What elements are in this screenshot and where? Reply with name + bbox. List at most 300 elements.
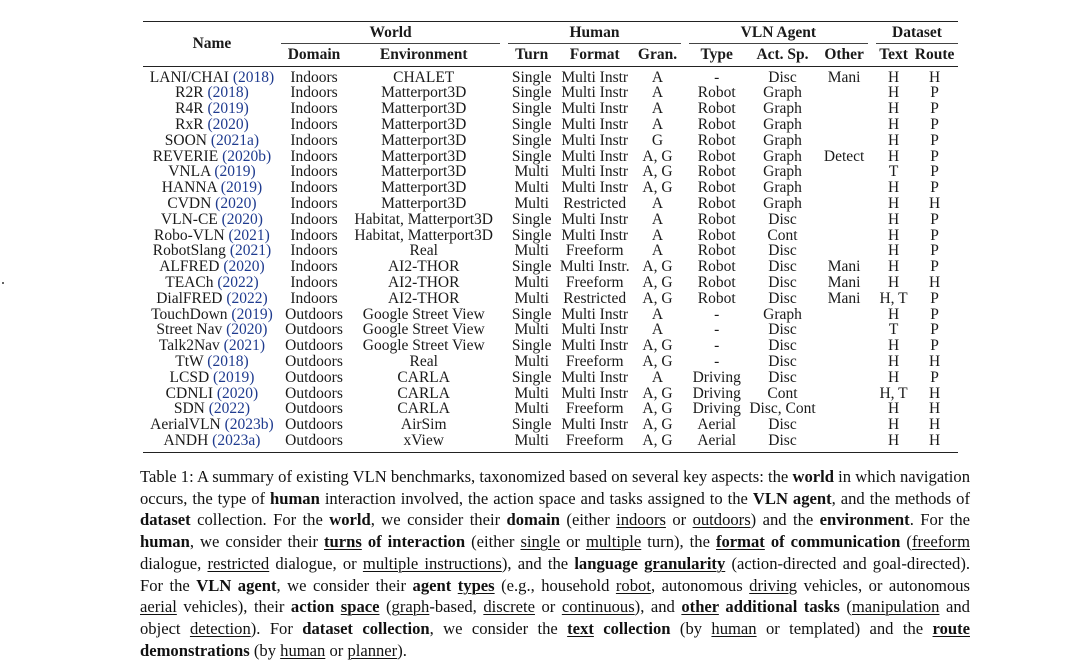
benchmark-name: ALFRED (159, 258, 220, 276)
benchmark-name: Street Nav (156, 321, 223, 339)
cell-domain: Indoors (290, 210, 338, 228)
cell-name (143, 401, 281, 417)
cell-gran: A, G (642, 337, 673, 355)
cell-environment: Matterport3D (381, 84, 467, 102)
cell-name (143, 228, 281, 244)
table-row (143, 307, 958, 323)
cell-turn: Multi (514, 273, 549, 291)
cell-text: H, T (879, 384, 908, 402)
cell-text: T (888, 321, 899, 339)
cell-other: Mani (827, 68, 861, 86)
table-row (143, 370, 958, 386)
col-type: Type (689, 43, 745, 66)
benchmark-name: TouchDown (151, 305, 228, 323)
table-row (143, 101, 958, 117)
cell-format: Restricted (563, 194, 627, 212)
cell-route: H (928, 68, 941, 86)
cell-text: H (887, 352, 900, 370)
benchmark-table (143, 21, 958, 453)
cell-name (143, 117, 281, 133)
benchmark-name: Talk2Nav (158, 337, 220, 355)
cell-turn: Multi (514, 194, 549, 212)
cell-act-sp: Graph (763, 179, 802, 197)
cell-other (820, 386, 868, 402)
citation-link[interactable]: (2022) (217, 273, 259, 291)
cell-name (143, 243, 281, 259)
cell-domain: Indoors (290, 131, 338, 149)
cell-gran: A, G (642, 179, 673, 197)
benchmark-name: LANI/CHAI (149, 68, 229, 86)
benchmark-name: TEACh (165, 273, 214, 291)
cell-gran: A, G (642, 273, 673, 291)
table-row (143, 149, 958, 165)
citation-link[interactable]: (2019) (231, 305, 273, 323)
cell-route: H (928, 194, 941, 212)
cell-domain: Outdoors (285, 416, 343, 434)
cell-environment: Real (409, 352, 438, 370)
cell-text: H (887, 337, 900, 355)
cell-other (820, 322, 868, 338)
cell-other (820, 370, 868, 386)
cell-type: Robot (697, 100, 736, 118)
cell-type: Robot (697, 131, 736, 149)
cell-type: Driving (692, 400, 741, 418)
citation-link[interactable]: (2023a) (212, 431, 261, 449)
table-row (143, 66, 958, 85)
cell-turn: Multi (514, 321, 549, 339)
cell-other (820, 228, 868, 244)
table-row (143, 354, 958, 370)
table-row (143, 433, 958, 452)
benchmark-name: Robo-VLN (154, 226, 225, 244)
citation-link[interactable]: (2021) (228, 226, 270, 244)
cell-type: Robot (697, 147, 736, 165)
table-row (143, 417, 958, 433)
cell-name (143, 417, 281, 433)
cell-name (143, 196, 281, 212)
col-gran: Gran. (634, 43, 680, 66)
caption-text: Table 1: A summary of existing VLN benchmarks, taxonomized based on several key aspects: the world in which navigation occurs, the type of human interaction involved, the action space and tasks assigned to the VLN agent, and the methods of dataset collection. For the world, we consider their domain (either indoors or outdoors) and the environment. For the human, we consider their turns of interaction (either single or multiple turn), the format of communication (freeform dialogue, restricted dialogue, or multiple instructions), and the language granularity (action-directed and goal-directed). For the VLN agent, we consider their agent types (e.g., household robot, autonomous driving vehicles, or autonomous aerial vehicles), their action space (graph-based, discrete or continuous), and other additional tasks (manipulation and object detection). For dataset collection, we consider the text collection (by human or templated) and the route demonstrations (by human or planner). (140, 467, 971, 660)
cell-gran: A (651, 210, 664, 228)
stray-mark (2, 282, 4, 284)
benchmark-name: SOON (164, 131, 207, 149)
cell-format: Restricted (563, 289, 627, 307)
cell-format: Multi Instr (561, 305, 629, 323)
cell-environment: AI2-THOR (387, 258, 460, 276)
col-text: Text (876, 43, 911, 66)
cell-domain: Indoors (290, 179, 338, 197)
cell-type: - (714, 321, 720, 339)
cell-format: Multi Instr (561, 337, 629, 355)
cell-act-sp: Disc (768, 368, 797, 386)
benchmark-name: ANDH (163, 431, 209, 449)
cell-environment: Matterport3D (381, 194, 467, 212)
cell-format: Multi Instr (561, 384, 629, 402)
cell-name (143, 101, 281, 117)
cell-other (820, 338, 868, 354)
cell-type: Robot (697, 242, 736, 260)
cell-gran: A, G (642, 400, 673, 418)
benchmark-name: VNLA (168, 163, 211, 181)
citation-link[interactable]: (2019) (207, 100, 249, 118)
cell-text: H (887, 68, 900, 86)
cell-type: Aerial (697, 416, 737, 434)
cell-turn: Multi (514, 384, 549, 402)
cell-other (820, 101, 868, 117)
cell-turn: Single (511, 131, 552, 149)
table-row (143, 196, 958, 212)
cell-domain: Indoors (290, 226, 338, 244)
cell-route: P (930, 242, 939, 260)
cell-text: T (888, 163, 899, 181)
col-format: Format (555, 43, 634, 66)
cell-other (820, 164, 868, 180)
cell-turn: Single (511, 147, 552, 165)
cell-text: H (887, 100, 900, 118)
citation-link[interactable]: (2018) (207, 352, 249, 370)
cell-environment: AI2-THOR (387, 289, 460, 307)
cell-route: P (930, 84, 939, 102)
cell-act-sp: Graph (763, 163, 802, 181)
citation-link[interactable]: (2020) (223, 258, 265, 276)
cell-name (143, 354, 281, 370)
citation-link[interactable]: (2020) (226, 321, 268, 339)
cell-gran: A (651, 242, 664, 260)
cell-gran: A, G (642, 258, 673, 276)
citation-link[interactable]: (2019) (214, 163, 256, 181)
cell-route: P (930, 210, 939, 228)
benchmark-name: HANNA (161, 179, 217, 197)
cell-name (143, 322, 281, 338)
cell-environment: Matterport3D (381, 179, 467, 197)
cell-type: Aerial (689, 433, 745, 452)
cell-other: Mani (827, 258, 861, 276)
cell-text: H (887, 305, 900, 323)
cell-type: - (714, 337, 720, 355)
header-dataset: Dataset (876, 22, 958, 44)
cell-other (820, 180, 868, 196)
cell-type: Driving (692, 368, 741, 386)
cell-domain: Outdoors (285, 352, 343, 370)
cell-route: P (930, 115, 939, 133)
cell-format: Multi Instr (561, 115, 629, 133)
cell-route: P (930, 337, 939, 355)
cell-domain: Outdoors (281, 433, 347, 452)
cell-other (820, 433, 868, 452)
cell-gran: A (651, 305, 664, 323)
cell-act-sp: Graph (763, 131, 802, 149)
cell-environment: Real (409, 242, 438, 260)
cell-turn: Multi (514, 242, 549, 260)
table-row (143, 164, 958, 180)
benchmark-name: R2R (175, 84, 204, 102)
cell-name (143, 133, 281, 149)
cell-text: H (887, 258, 900, 276)
cell-route: P (930, 163, 939, 181)
cell-route: P (930, 258, 939, 276)
benchmark-name: TtW (175, 352, 204, 370)
cell-act-sp: Disc, Cont (749, 400, 816, 418)
cell-domain: Outdoors (285, 337, 343, 355)
cell-format: Multi Instr (561, 100, 629, 118)
cell-name (143, 275, 281, 291)
cell-gran: A, G (642, 163, 673, 181)
cell-domain: Outdoors (285, 400, 343, 418)
table-row (143, 228, 958, 244)
cell-domain: Indoors (290, 100, 338, 118)
benchmark-name: CDNLI (165, 384, 214, 402)
citation-link[interactable]: (2018) (207, 84, 249, 102)
cell-route: P (930, 100, 939, 118)
cell-text: H (887, 194, 900, 212)
cell-gran: A (651, 115, 664, 133)
citation-link[interactable]: (2021a) (210, 131, 260, 149)
citation-link[interactable]: (2022) (208, 400, 251, 418)
header-name: Name (143, 22, 281, 67)
cell-other: Detect (823, 147, 865, 165)
cell-gran: A, G (642, 289, 673, 307)
citation-link[interactable]: (2020) (221, 210, 263, 228)
cell-format: Multi Instr (561, 163, 629, 181)
cell-name (143, 180, 281, 196)
citation-link[interactable]: (2020) (216, 384, 259, 402)
cell-environment: xView (347, 433, 500, 452)
table-row (143, 275, 958, 291)
cell-environment: CARLA (397, 384, 450, 402)
cell-route: P (930, 226, 939, 244)
citation-link[interactable]: (2020) (207, 115, 249, 133)
cell-format: Multi Instr (561, 84, 629, 102)
cell-type: Robot (697, 210, 736, 228)
cell-route: P (930, 321, 939, 339)
cell-domain: Indoors (290, 147, 338, 165)
cell-type: Driving (692, 384, 741, 402)
citation-link[interactable]: (2020) (215, 194, 257, 212)
cell-gran: A (651, 194, 664, 212)
benchmark-name: REVERIE (152, 147, 219, 165)
cell-act-sp: Disc (768, 273, 797, 291)
cell-name (143, 370, 281, 386)
cell-name (143, 386, 281, 402)
cell-environment: CARLA (397, 400, 450, 418)
cell-other (820, 401, 868, 417)
cell-environment: Matterport3D (381, 115, 467, 133)
cell-format: Multi Instr (561, 321, 629, 339)
cell-environment: Habitat, Matterport3D (354, 226, 493, 244)
cell-environment: Matterport3D (381, 131, 467, 149)
cell-act-sp: Graph (763, 194, 802, 212)
table-caption (140, 466, 970, 661)
cell-environment: Google Street View (362, 321, 485, 339)
col-act-sp: Act. Sp. (745, 43, 821, 66)
cell-name (143, 307, 281, 323)
table-row (143, 291, 958, 307)
col-other: Other (820, 43, 868, 66)
citation-link[interactable]: (2022) (226, 289, 268, 307)
cell-route: P (930, 368, 939, 386)
cell-turn: Single (511, 68, 552, 86)
col-environment: Environment (347, 43, 500, 66)
cell-type: Robot (697, 179, 736, 197)
cell-gran: A, G (642, 352, 673, 370)
cell-name (143, 164, 281, 180)
cell-turn: Single (511, 100, 552, 118)
cell-other (820, 417, 868, 433)
cell-turn: Single (511, 368, 552, 386)
citation-link[interactable]: (2019) (213, 368, 255, 386)
cell-text: H (887, 416, 900, 434)
cell-act-sp: Graph (763, 147, 802, 165)
benchmark-name: R4R (175, 100, 204, 118)
cell-domain: Indoors (290, 258, 338, 276)
cell-gran: A, G (642, 147, 673, 165)
cell-format: Multi Instr (561, 68, 629, 86)
cell-format: Freeform (565, 400, 624, 418)
cell-act-sp: Disc (768, 337, 797, 355)
cell-type: - (714, 68, 720, 86)
cell-gran: A, G (642, 384, 673, 402)
cell-text: H (887, 131, 900, 149)
table-row (143, 259, 958, 275)
cell-type: Robot (697, 163, 736, 181)
cell-act-sp: Graph (763, 115, 802, 133)
cell-gran: A (651, 68, 664, 86)
cell-gran: A (651, 321, 664, 339)
cell-other (820, 212, 868, 228)
citation-link[interactable]: (2019) (220, 179, 263, 197)
header-vln-agent: VLN Agent (689, 22, 868, 44)
cell-text: H (887, 147, 900, 165)
cell-name (143, 212, 281, 228)
cell-turn: Single (511, 115, 552, 133)
cell-text: H (887, 242, 900, 260)
cell-gran: A, G (642, 416, 673, 434)
cell-act-sp: Graph (763, 84, 802, 102)
cell-domain: Indoors (290, 84, 338, 102)
cell-act-sp: Disc (768, 289, 797, 307)
cell-text: H, T (879, 289, 908, 307)
benchmark-name: AerialVLN (150, 416, 221, 434)
benchmark-name: VLN-CE (160, 210, 218, 228)
cell-turn: Multi (514, 163, 549, 181)
cell-text: H (887, 210, 900, 228)
cell-act-sp: Cont (767, 226, 798, 244)
cell-name (143, 338, 281, 354)
table-row (143, 180, 958, 196)
cell-turn: Multi (508, 433, 555, 452)
cell-act-sp: Disc (768, 242, 797, 260)
cell-format: Multi Instr (561, 368, 629, 386)
cell-format: Multi Instr (561, 131, 629, 149)
cell-name (143, 149, 281, 165)
cell-type: - (714, 305, 720, 323)
cell-turn: Single (511, 416, 552, 434)
cell-format: Multi Instr (561, 416, 629, 434)
cell-type: - (714, 352, 720, 370)
cell-turn: Single (511, 84, 552, 102)
cell-domain: Indoors (290, 194, 338, 212)
citation-link[interactable]: (2020b) (222, 147, 272, 165)
cell-environment: Matterport3D (381, 163, 467, 181)
citation-link[interactable]: (2021) (223, 337, 265, 355)
col-turn: Turn (508, 43, 555, 66)
cell-type: Robot (697, 84, 736, 102)
cell-gran: A, G (634, 433, 680, 452)
cell-act-sp: Disc (768, 258, 797, 276)
cell-turn: Multi (514, 289, 549, 307)
cell-environment: Matterport3D (381, 100, 467, 118)
cell-domain: Indoors (290, 163, 338, 181)
cell-text: H (887, 368, 900, 386)
cell-turn: Single (511, 337, 552, 355)
cell-turn: Single (511, 226, 552, 244)
cell-domain: Outdoors (285, 384, 343, 402)
cell-act-sp: Disc (768, 68, 797, 86)
benchmark-name: SDN (173, 400, 205, 418)
cell-text: H (887, 179, 900, 197)
cell-turn: Multi (514, 179, 549, 197)
cell-domain: Outdoors (285, 305, 343, 323)
cell-name (143, 66, 281, 85)
cell-format: Freeform (565, 242, 624, 260)
cell-type: Robot (697, 273, 736, 291)
cell-type: Robot (697, 289, 736, 307)
cell-gran: A (651, 226, 664, 244)
cell-route: P (930, 289, 939, 307)
cell-route: P (930, 305, 939, 323)
citation-link[interactable]: (2018) (232, 68, 275, 86)
cell-text: H (887, 273, 900, 291)
col-route: Route (911, 43, 958, 66)
cell-environment: Google Street View (362, 337, 485, 355)
cell-environment: Google Street View (362, 305, 485, 323)
cell-act-sp: Graph (763, 100, 802, 118)
cell-turn: Single (511, 305, 552, 323)
cell-other (820, 307, 868, 323)
cell-format: Freeform (565, 273, 624, 291)
cell-environment: Habitat, Matterport3D (354, 210, 493, 228)
cell-act-sp: Disc (768, 352, 797, 370)
cell-gran: A (651, 368, 664, 386)
cell-format: Multi Instr (561, 147, 629, 165)
cell-text: H (887, 400, 900, 418)
cell-route: H (928, 384, 941, 402)
cell-gran: A (651, 84, 664, 102)
cell-name (143, 85, 281, 101)
cell-domain: Outdoors (285, 321, 343, 339)
cell-environment: AI2-THOR (387, 273, 460, 291)
cell-name (143, 259, 281, 275)
cell-other (820, 85, 868, 101)
citation-link[interactable]: (2023b) (224, 416, 274, 434)
cell-route: H (928, 400, 941, 418)
table-body (143, 66, 958, 452)
cell-other (820, 117, 868, 133)
cell-act-sp: Graph (763, 305, 802, 323)
cell-format: Multi Instr (561, 210, 629, 228)
cell-environment: CARLA (397, 368, 450, 386)
cell-turn: Single (511, 210, 552, 228)
cell-text: H (887, 115, 900, 133)
benchmark-name: RxR (175, 115, 204, 133)
cell-act-sp: Disc (768, 321, 797, 339)
cell-route: P (930, 179, 939, 197)
cell-type: Robot (697, 194, 736, 212)
cell-turn: Multi (514, 400, 549, 418)
cell-act-sp: Cont (767, 384, 798, 402)
citation-link[interactable]: (2021) (229, 242, 272, 260)
cell-act-sp: Disc (745, 433, 821, 452)
